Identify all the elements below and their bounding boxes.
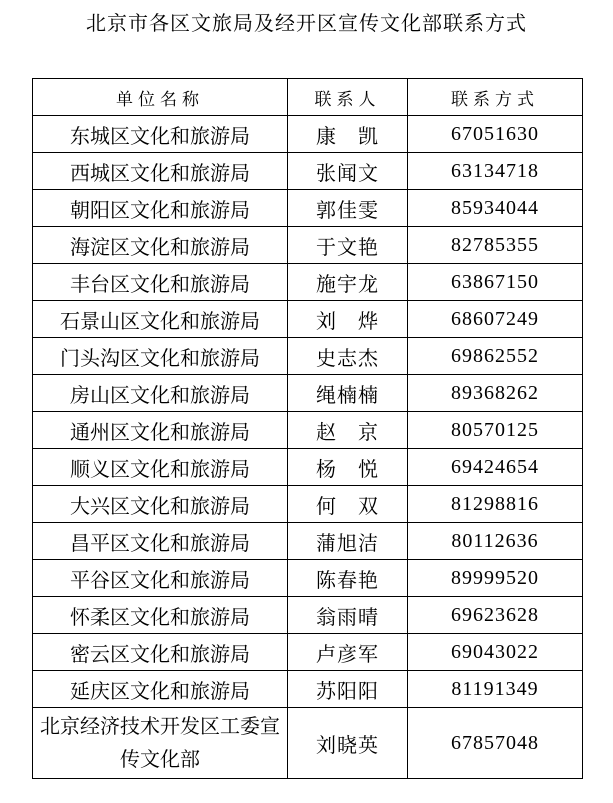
phone-number-cell: 81191349 xyxy=(408,671,583,708)
unit-name-cell: 海淀区文化和旅游局 xyxy=(33,227,288,264)
table-row xyxy=(33,560,583,597)
contact-person-cell: 卢彦军 xyxy=(288,634,408,671)
unit-name-cell: 密云区文化和旅游局 xyxy=(33,634,288,671)
table-row xyxy=(33,634,583,671)
phone-number-cell: 63134718 xyxy=(408,153,583,190)
unit-name-cell: 延庆区文化和旅游局 xyxy=(33,671,288,708)
table-row xyxy=(33,338,583,375)
table-row xyxy=(33,597,583,634)
contact-person-cell: 史志杰 xyxy=(288,338,408,375)
phone-number-cell: 69623628 xyxy=(408,597,583,634)
table-row xyxy=(33,449,583,486)
unit-name-cell: 顺义区文化和旅游局 xyxy=(33,449,288,486)
table-row xyxy=(33,227,583,264)
phone-number-cell: 89999520 xyxy=(408,560,583,597)
table-row xyxy=(33,671,583,708)
contact-person-cell: 施宇龙 xyxy=(288,264,408,301)
phone-number-cell: 69043022 xyxy=(408,634,583,671)
table-row xyxy=(33,116,583,153)
contact-person-cell: 何 双 xyxy=(288,486,408,523)
phone-number-cell: 82785355 xyxy=(408,227,583,264)
phone-number-cell: 81298816 xyxy=(408,486,583,523)
phone-number-cell: 85934044 xyxy=(408,190,583,227)
unit-name-cell: 怀柔区文化和旅游局 xyxy=(33,597,288,634)
contact-table xyxy=(32,78,583,779)
unit-name-cell: 东城区文化和旅游局 xyxy=(33,116,288,153)
header-unit-name: 单位名称 xyxy=(33,79,288,116)
contact-person-cell: 于文艳 xyxy=(288,227,408,264)
table-row xyxy=(33,153,583,190)
table-row xyxy=(33,708,583,779)
unit-name-cell: 通州区文化和旅游局 xyxy=(33,412,288,449)
table-header xyxy=(33,79,583,116)
contact-person-cell: 翁雨晴 xyxy=(288,597,408,634)
unit-name-cell: 房山区文化和旅游局 xyxy=(33,375,288,412)
phone-number-cell: 80570125 xyxy=(408,412,583,449)
contact-person-cell: 张闻文 xyxy=(288,153,408,190)
phone-number-cell: 69862552 xyxy=(408,338,583,375)
contact-person-cell: 苏阳阳 xyxy=(288,671,408,708)
unit-name-cell: 丰台区文化和旅游局 xyxy=(33,264,288,301)
phone-number-cell: 68607249 xyxy=(408,301,583,338)
table-row xyxy=(33,190,583,227)
unit-name-cell: 北京经济技术开发区工委宣传文化部 xyxy=(33,708,288,779)
table-row xyxy=(33,523,583,560)
table-row xyxy=(33,264,583,301)
page-title: 北京市各区文旅局及经开区宣传文化部联系方式 xyxy=(86,11,527,35)
table-body xyxy=(33,116,583,779)
header-row xyxy=(33,79,583,116)
phone-number-cell: 67857048 xyxy=(408,708,583,779)
table-row xyxy=(33,375,583,412)
header-contact-phone: 联系方式 xyxy=(408,79,583,116)
unit-name-cell: 昌平区文化和旅游局 xyxy=(33,523,288,560)
unit-name-cell: 平谷区文化和旅游局 xyxy=(33,560,288,597)
unit-name-cell: 门头沟区文化和旅游局 xyxy=(33,338,288,375)
unit-name-cell: 大兴区文化和旅游局 xyxy=(33,486,288,523)
unit-name-cell: 石景山区文化和旅游局 xyxy=(33,301,288,338)
contact-person-cell: 蒲旭洁 xyxy=(288,523,408,560)
table-row xyxy=(33,412,583,449)
phone-number-cell: 63867150 xyxy=(408,264,583,301)
contact-person-cell: 康 凯 xyxy=(288,116,408,153)
phone-number-cell: 67051630 xyxy=(408,116,583,153)
header-contact-person: 联系人 xyxy=(288,79,408,116)
contact-person-cell: 杨 悦 xyxy=(288,449,408,486)
contact-person-cell: 赵 京 xyxy=(288,412,408,449)
table-row xyxy=(33,301,583,338)
contact-person-cell: 郭佳雯 xyxy=(288,190,408,227)
table-row xyxy=(33,486,583,523)
phone-number-cell: 80112636 xyxy=(408,523,583,560)
contact-person-cell: 陈春艳 xyxy=(288,560,408,597)
contact-person-cell: 刘 烨 xyxy=(288,301,408,338)
phone-number-cell: 89368262 xyxy=(408,375,583,412)
contact-person-cell: 绳楠楠 xyxy=(288,375,408,412)
unit-name-cell: 朝阳区文化和旅游局 xyxy=(33,190,288,227)
contact-person-cell: 刘晓英 xyxy=(288,708,408,779)
unit-name-cell: 西城区文化和旅游局 xyxy=(33,153,288,190)
phone-number-cell: 69424654 xyxy=(408,449,583,486)
